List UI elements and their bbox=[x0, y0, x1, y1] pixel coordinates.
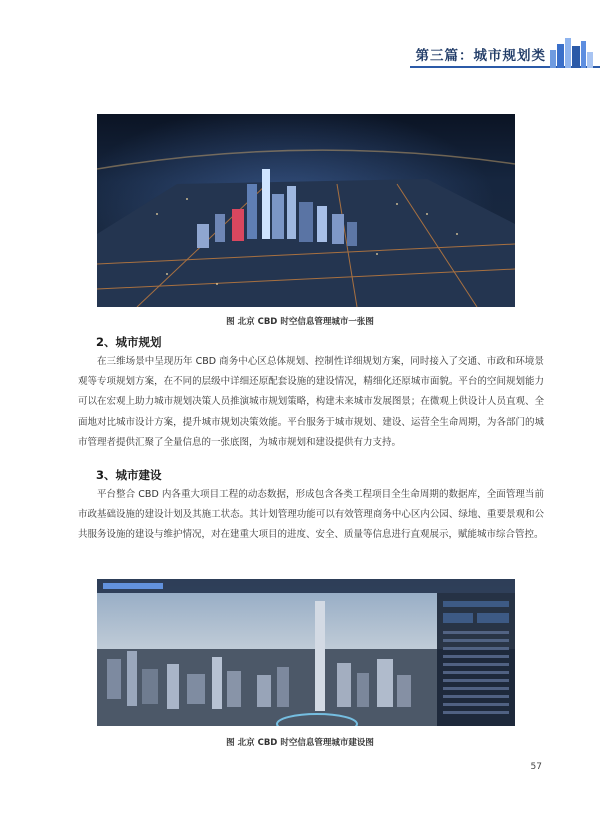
chapter-title: 第三篇：城市规划类 bbox=[415, 48, 546, 64]
section-heading: 2、城市规划 bbox=[96, 335, 162, 349]
section-heading: 3、城市建设 bbox=[96, 468, 162, 482]
cbd-night-aerial-image bbox=[97, 114, 515, 307]
section-body: 平台整合 CBD 内各重大项目工程的动态数据，形成包含各类工程项目全生命周期的数据库，全面管理当前市政基础设施的建设计划及其施工状态。其计划管理功能可以有效管理商务中心区内公园、绿地、重要景观和公共服务设施的建设与维护情况，对在建重大项目的进度、安全、质量等信息进行直观展示，赋能城市综合管控。 bbox=[78, 489, 544, 541]
section-body: 在三维场景中呈现历年 CBD 商务中心区总体规划、控制性详细规划方案，同时接入了交通、市政和环境景观等专项规划方案，在不同的层级中详细还原配套设施的建设情况，精细化还原城市面貌。平台的空间规划能力可以在宏观上助力城市规划决策人员推演城市规划策略，构建未来城市发展图景；在微观上供设计人员直观、全面地对比城市设计方案，提升城市规划决策效能。平台服务于城市规划、建设、运营全生命周期，为各部门的城市管理者提供汇聚了全量信息的一张底图，为城市规划和建设提供有力支持。 bbox=[78, 356, 544, 448]
page-header bbox=[0, 30, 600, 72]
figure-caption: 图 北京 CBD 时空信息管理城市建设图 bbox=[226, 738, 374, 748]
skyline-logo bbox=[548, 36, 594, 68]
cbd-construction-dashboard-image bbox=[97, 579, 515, 726]
figure-caption: 图 北京 CBD 时空信息管理城市一张图 bbox=[226, 317, 374, 327]
page-number: 57 bbox=[530, 762, 542, 772]
